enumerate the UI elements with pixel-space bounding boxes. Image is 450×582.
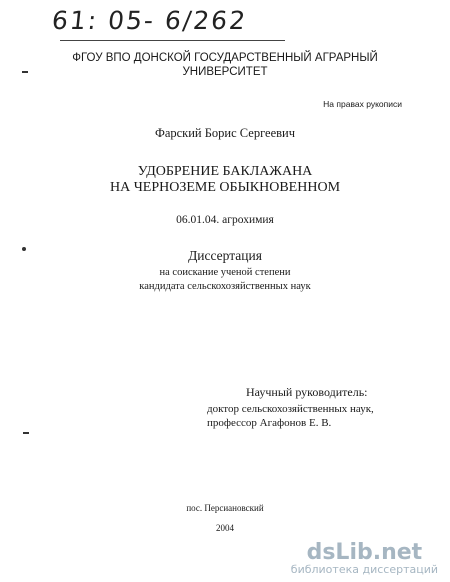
document-type: Диссертация — [188, 248, 262, 263]
scan-mark — [22, 71, 28, 73]
author-name: Фарский Борис Сергеевич — [154, 126, 296, 140]
supervisor-label: Научный руководитель: — [246, 385, 368, 399]
publication-year: 2004 — [216, 523, 234, 533]
title-line-1: УДОБРЕНИЕ БАКЛАЖАНА — [137, 164, 313, 179]
institution-name — [0, 51, 450, 79]
degree-description — [0, 266, 450, 294]
degree-line-2: кандидата сельскохозяйственных наук — [139, 281, 311, 292]
handwritten-underline — [60, 40, 285, 41]
degree-line-1: на соискание ученой степени — [159, 267, 291, 278]
dissertation-title — [0, 164, 450, 196]
specialty-code: 06.01.04. агрохимия — [176, 214, 274, 226]
title-line-2: НА ЧЕРНОЗЕМЕ ОБЫКНОВЕННОМ — [109, 180, 341, 195]
rights-note: На правах рукописи — [323, 99, 402, 109]
institution-line-2: УНИВЕРСИТЕТ — [182, 66, 268, 78]
scan-mark — [23, 432, 29, 434]
supervisor-line-2: профессор Агафонов Е. В. — [207, 417, 332, 429]
institution-line-1: ФГОУ ВПО ДОНСКОЙ ГОСУДАРСТВЕННЫЙ АГРАРНЫЙ — [72, 52, 378, 64]
supervisor-line-1: доктор сельскохозяйственных наук, — [207, 403, 374, 415]
supervisor-info — [207, 402, 374, 430]
watermark-logo: dsLib.net — [306, 540, 423, 565]
watermark-subtitle: библиотека диссертаций — [290, 563, 438, 576]
place-of-publication: пос. Персиановский — [186, 503, 264, 513]
handwritten-archive-code: 61: 05- 6/262 — [50, 6, 249, 35]
watermark — [291, 540, 438, 576]
